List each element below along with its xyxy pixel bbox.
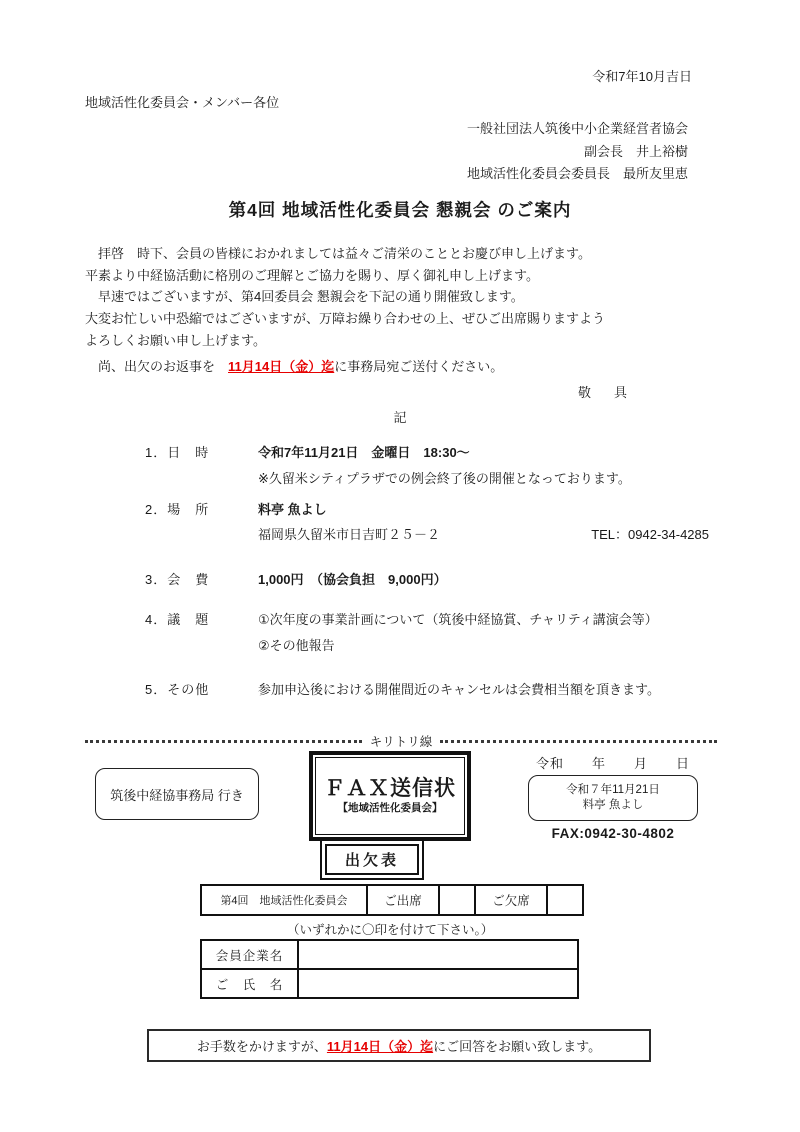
- detail-item-datetime: [145, 443, 721, 463]
- body-line: よろしくお願い申し上げます。: [85, 332, 266, 348]
- cut-line-dots-right: [440, 740, 717, 743]
- detail-label: 4．議 題: [145, 612, 210, 627]
- deadline-pre-text: 尚、出欠のお返事を: [85, 358, 229, 374]
- body-line: 早速ではございますが、第4回委員会 懇親会を下記の通り開催致します。: [85, 289, 524, 305]
- detail-address-line: [258, 525, 721, 545]
- cut-line: [85, 732, 717, 750]
- circle-instruction-note: （いずれかに〇印を付けて下さい。）: [287, 923, 494, 937]
- sender-block: [467, 118, 688, 186]
- attendance-row: [201, 885, 583, 915]
- recipient-line: 地域活性化委員会・メンバー各位: [85, 95, 280, 110]
- detail-value-fee: 1,000円 （協会負担 9,000円）: [258, 572, 447, 587]
- detail-label: 1．日 時: [145, 445, 210, 460]
- footer-post-text: にご回答をお願い致します。: [433, 1039, 602, 1054]
- attendance-event-cell: 第4回 地域活性化委員会: [201, 885, 367, 915]
- attendance-table: [200, 884, 584, 916]
- deadline-date-highlight: 11月14日（金）迄: [228, 358, 335, 374]
- absent-label-cell: ご欠席: [475, 885, 547, 915]
- detail-value-agenda-1: ①次年度の事業計画について（筑後中経協賞、チャリティ講演会等）: [258, 612, 658, 627]
- document-title: 第4回 地域活性化委員会 懇親会 のご案内: [228, 200, 572, 220]
- attendance-header-frame: [320, 839, 424, 880]
- venue-phone: TEL：0942-34-4285: [591, 527, 709, 542]
- event-summary-box: [528, 775, 698, 821]
- cut-line-dots-left: [85, 740, 362, 743]
- name-row: [201, 969, 578, 998]
- detail-value-agenda-2: ②その他報告: [258, 638, 335, 653]
- fax-cover-sheet-inner: [315, 757, 465, 835]
- record-marker-ki: 記: [393, 410, 407, 425]
- detail-item-agenda: [145, 610, 721, 630]
- attend-mark-cell[interactable]: [439, 885, 475, 915]
- reply-date-blank[interactable]: 令和 年 月 日: [535, 756, 690, 771]
- detail-label: 3．会 費: [145, 572, 210, 587]
- footer-pre-text: お手数をかけますが、: [196, 1039, 327, 1054]
- body-line: 大変お忙しい中恐縮ではございますが、万障お繰り合わせの上、ぜひご出席賜りますよう: [85, 311, 606, 327]
- detail-label: 5．その他: [145, 682, 210, 697]
- reply-deadline-line: [85, 356, 721, 378]
- fax-cover-sheet-box: [309, 751, 471, 841]
- deadline-post-text: に事務局宛ご送付ください。: [334, 358, 504, 374]
- detail-label: 2．場 所: [145, 502, 210, 517]
- detail-item-other: [145, 680, 721, 700]
- member-name-field[interactable]: [298, 969, 578, 998]
- details-list: [145, 443, 721, 700]
- fax-cover-title: ＦＡＸ送信状: [324, 777, 456, 800]
- sender-vice-chair: 副会長 井上裕樹: [583, 143, 688, 159]
- absent-mark-cell[interactable]: [547, 885, 583, 915]
- name-label-cell: ご 氏 名: [201, 969, 298, 998]
- event-date: 令和７年11月21日: [566, 784, 660, 796]
- detail-item-venue: [145, 500, 721, 520]
- respondent-info-table: [200, 939, 579, 999]
- event-venue: 料亭 魚よし: [582, 799, 644, 811]
- issue-date: 令和7年10月吉日: [592, 69, 692, 84]
- body-line: 平素より中経協活動に格別のご理解とご協力を賜り、厚く御礼申し上げます。: [85, 267, 539, 283]
- company-row: [201, 940, 578, 969]
- sender-organization: 一般社団法人筑後中小企業経営者協会: [466, 121, 688, 136]
- fax-addressee-box: 筑後中経協事務局 行き: [95, 768, 259, 820]
- attend-label-cell: ご出席: [367, 885, 439, 915]
- fax-cover-subtitle: 【地域活性化委員会】: [337, 802, 443, 814]
- footer-reminder-box: [147, 1029, 651, 1062]
- fax-number: FAX:0942-30-4802: [551, 826, 675, 841]
- letter-body: [85, 243, 721, 377]
- venue-address: 福岡県久留米市日吉町２５－２: [258, 527, 441, 542]
- sender-committee-chair: 地域活性化委員会委員長 最所友里恵: [466, 166, 688, 181]
- attendance-header-label: 出欠表: [325, 844, 419, 875]
- company-label-cell: 会員企業名: [201, 940, 298, 969]
- detail-value-other: 参加申込後における開催間近のキャンセルは会費相当額を頂きます。: [258, 682, 660, 697]
- detail-note-datetime: ※久留米シティプラザでの例会終了後の開催となっております。: [258, 471, 631, 486]
- detail-value-datetime: 令和7年11月21日 金曜日 18:30～: [258, 445, 470, 460]
- closing-keigu: 敬 具: [577, 385, 632, 400]
- body-line: 拝啓 時下、会員の皆様におかれましては益々ご清栄のこととお慶び申し上げます。: [85, 246, 591, 261]
- reply-info-column: [528, 753, 698, 841]
- footer-date-highlight: 11月14日（金）迄: [326, 1039, 434, 1054]
- detail-value-venue: 料亭 魚よし: [258, 502, 327, 517]
- cut-line-label: キリトリ線: [369, 735, 433, 749]
- detail-item-fee: [145, 570, 721, 590]
- company-name-field[interactable]: [298, 940, 578, 969]
